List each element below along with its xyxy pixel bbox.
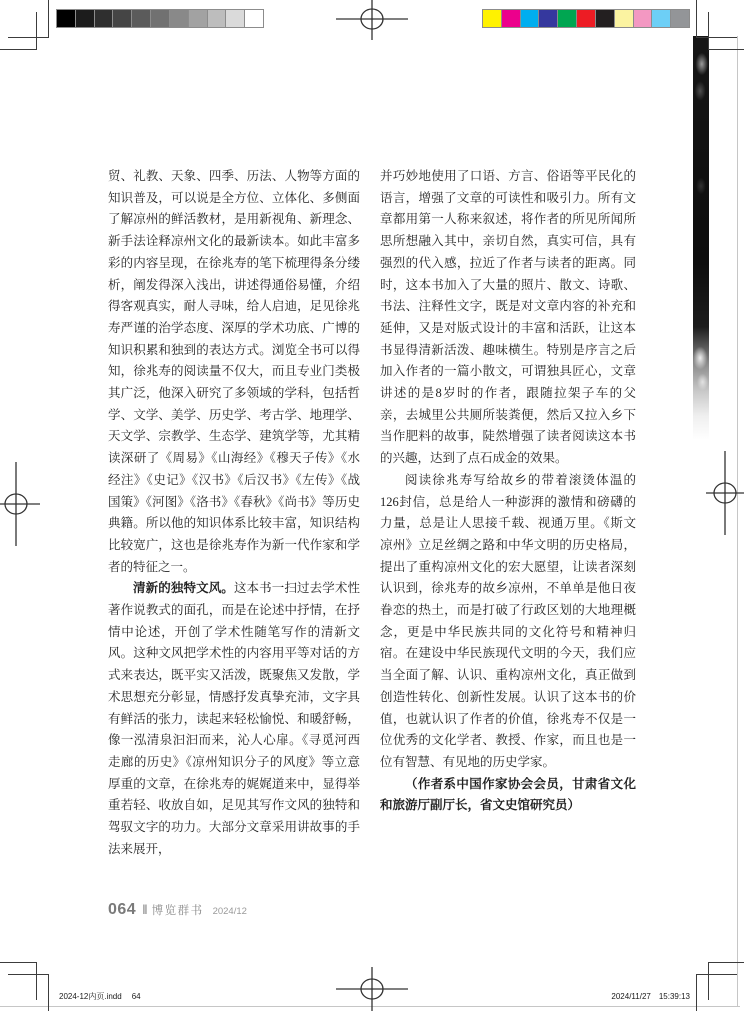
body-paragraph — [380, 470, 636, 774]
grayscale-calibration-bar — [56, 9, 264, 28]
registration-mark-left — [0, 462, 42, 546]
color-swatch — [245, 10, 263, 27]
registration-mark-top — [334, 0, 410, 40]
body-paragraph — [108, 578, 360, 860]
color-swatch — [671, 10, 689, 27]
slug-timestamp-line — [566, 992, 690, 1001]
color-swatch — [502, 10, 521, 27]
crop-mark-top-right — [708, 12, 744, 50]
body-paragraph — [108, 166, 360, 578]
paragraph-text: 贸、礼教、天象、四季、历法、人物等方面的知识普及，可以说是全方位、立体化、多侧面了解凉州的鲜活教材，是用新视角、新理念、新手法诠释凉州文化的最新读本。如此丰富多彩的内容呈现，在徐兆寿的笔下梳理得条分缕析，阐发得深入浅出，讲述得通俗易懂，介绍得客观真实，耐人寻味，给人启迪，足见徐兆寿严谨的治学态度、深厚的学术功底、广博的知识积累和独到的表达方式。浏览全书可以得知，徐兆寿的阅读量不仅大，而且专业门类极其广泛，他深入研究了多领域的学科，包括哲学、文学、美学、历史学、考古学、地理学、天文学、宗教学、生态学、建筑学等，尤其精读深研了《周易》《山海经》《穆天子传》《水经注》《史记》《汉书》《后汉书》《左传》《战国策》《河图》《洛书》《春秋》《尚书》等历史典籍。所以他的知识体系比较丰富，知识结构比较宽广，这也是徐兆寿作为新一代作家和学者的特征之一。 — [108, 169, 360, 574]
bleed-image-strip — [693, 36, 709, 440]
registration-mark-bottom — [334, 967, 410, 1011]
slug-filename-line — [59, 992, 141, 1001]
color-swatch — [577, 10, 596, 27]
color-swatch — [132, 10, 151, 27]
text-column-left — [108, 166, 360, 864]
color-swatch — [170, 10, 189, 27]
page-number: 064 — [108, 901, 137, 918]
crop-mark-top-left — [0, 12, 37, 50]
color-swatch — [634, 10, 653, 27]
slug-time: 15:39:13 — [658, 992, 690, 1001]
color-swatch — [113, 10, 132, 27]
color-swatch — [596, 10, 615, 27]
color-swatch — [189, 10, 208, 27]
color-swatch — [652, 10, 671, 27]
crop-mark-bottom-left — [0, 962, 37, 1000]
color-swatch — [226, 10, 245, 27]
paragraph-text: 阅读徐兆寿写给故乡的带着滚烫体温的126封信，总是给人一种澎湃的激情和磅礴的力量，总是让人思接千载、视通万里。《斯文凉州》立足丝绸之路和中华文明的历史格局，提出了重构凉州文化的宏大愿望，让读者深刻认识到，徐兆寿的故乡凉州，不单单是他日夜眷恋的热土，而是打破了行政区划的大地理概念，更是中华民族共同的文化符号和精神归宿。在建设中华民族现代文明的今天，我们应当全面了解、认识、重构凉州文化，真正做到创造性转化、创新性发展。认识了这本书的价值，也就认识了作者的价值，徐兆寿不仅是一位优秀的文化学者、教授、作家，而且也是一位有智慧、有见地的历史学家。 — [380, 472, 636, 769]
color-swatch — [558, 10, 577, 27]
section-lead-heading: 清新的独特文风。 — [133, 581, 234, 596]
magazine-title: 博览群书 — [151, 905, 204, 917]
author-note — [380, 774, 636, 817]
paragraph-text: 并巧妙地使用了口语、方言、俗语等平民化的语言，增强了文章的可读性和吸引力。所有文章都用第一人称来叙述，将作者的所见所闻所思所想融入其中，亲切自然，真实可信，具有强烈的代入感，拉近了作者与读者的距离。同时，这本书加入了大量的照片、散文、诗歌、书法、注释性文字，既是对文章内容的补充和延伸，又是对版式设计的丰富和活跃，让这本书显得清新活泼、趣味横生。特别是序言之后加入作者的一篇小散文，可谓独具匠心，文章讲述的是8岁时的作者，跟随拉架子车的父亲，去城里公共厕所装粪便，然后又拉入乡下当作肥料的故事，陡然增强了读者阅读这本书的兴趣，达到了点石成金的效果。 — [380, 169, 636, 466]
text-column-right — [380, 166, 636, 874]
color-swatch — [539, 10, 558, 27]
color-swatch — [483, 10, 502, 27]
slug-page-number: 64 — [131, 992, 141, 1001]
body-paragraph — [380, 166, 636, 470]
crop-mark-bottom-right — [708, 962, 744, 1000]
color-swatch — [57, 10, 76, 27]
color-swatch — [615, 10, 634, 27]
color-swatch — [208, 10, 227, 27]
registration-mark-right — [706, 451, 744, 535]
footer-separator: ‖ — [142, 902, 148, 917]
slug-filename: 2024-12内页.indd — [59, 992, 122, 1001]
page-footer — [108, 901, 247, 919]
slug-date: 2024/11/27 — [611, 992, 651, 1001]
paragraph-text: 这本书一扫过去学术性著作说教式的面孔，而是在论述中抒情，在抒情中论述，开创了学术性随笔写作的清新文风。这种文风把学术性的内容用平等对话的方式来表达，既平实又活泼，既聚焦又发散，学术思想充分彰显，情感抒发真挚充沛，文字具有鲜活的张力，读起来轻松愉悦、和暖舒畅，像一泓清泉汩汩而来，沁人心扉。《寻觅河西走廊的历史》《凉州知识分子的风度》等立意厚重的文章，在徐兆寿的娓娓道来中，显得举重若轻、收放自如，足见其写作文风的独特和驾驭文字的功力。大部分文章采用讲故事的手法来展开， — [108, 581, 360, 856]
author-note-text: （作者系中国作家协会会员，甘肃省文化和旅游厅副厅长，省文史馆研究员） — [380, 776, 636, 813]
issue-number: 2024/12 — [212, 906, 247, 917]
color-swatch — [521, 10, 540, 27]
color-calibration-bar — [482, 9, 690, 28]
color-swatch — [95, 10, 114, 27]
color-swatch — [151, 10, 170, 27]
color-swatch — [76, 10, 95, 27]
